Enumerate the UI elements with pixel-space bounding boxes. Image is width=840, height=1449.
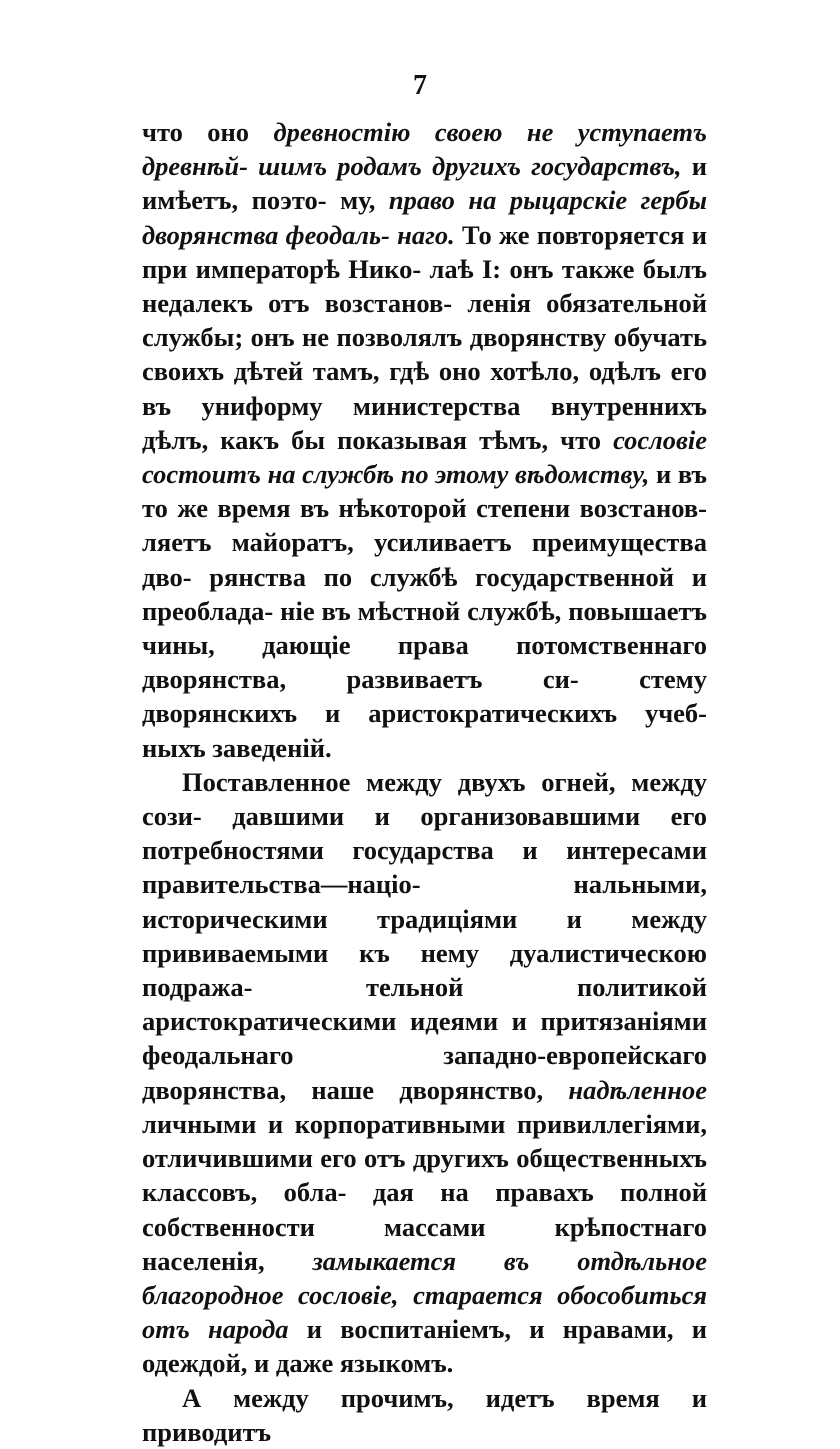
paragraph <box>142 115 707 765</box>
paragraph <box>142 765 707 1381</box>
body-text <box>142 115 707 1449</box>
italic-text: право на рыцарскіе гербы дворянства феодаль- наго. <box>142 185 707 250</box>
text-segment: личными и корпоративными привиллегіями, отличившими его отъ другихъ общественныхъ классовъ, обла- дая на правахъ полной собственности массами крѣпостнаго населенія, <box>142 1108 707 1276</box>
italic-text: замыкается въ отдѣльное благородное сословіе, <box>142 1245 707 1310</box>
text-segment: То же повторяется и при императорѣ Нико- лаѣ I: онъ также былъ недалекъ отъ возстанов- ленія обязательной службы; онъ не позволялъ дворянству обучать своихъ дѣтей тамъ, гдѣ оно хотѣло, одѣлъ его въ униформу министерства внутреннихъ дѣлъ, какъ бы показывая тѣмъ, что <box>142 219 707 455</box>
paragraph <box>142 1381 707 1449</box>
italic-text: старается обособиться отъ народа <box>142 1279 707 1345</box>
text-segment: Поставленное между двухъ огней, между сози- давшими и организовавшими его потребностями государства и интересами правительства—націо- нальными, историческими традиціями и между прививаемыми къ нему дуалистическою подража- тельной политикой аристократическими идеями и притязаніями феодальнаго западно-европейскаго дворянства, наше дворянство, <box>142 766 707 1105</box>
italic-text: сословіе состоитъ на службѣ по этому вѣдомству, <box>142 424 707 490</box>
text-segment: что оно <box>142 117 274 147</box>
italic-text: надѣленное <box>568 1074 707 1105</box>
text-segment: А между прочимъ, идетъ время и приводитъ <box>142 1382 707 1447</box>
page-number: 7 <box>413 70 427 101</box>
italic-text: древностію своею не уступаетъ древнѣй- шимъ родамъ другихъ государствъ, <box>142 117 708 182</box>
text-segment <box>399 1280 414 1310</box>
text-segment: и имѣетъ, поэто- му, <box>142 151 707 216</box>
text-segment: и воспитаніемъ, и нравами, и одеждой, и даже языкомъ. <box>142 1314 707 1379</box>
text-segment: и въ то же время въ нѣкоторой степени возстанов- ляетъ майоратъ, усиливаетъ преимущества дво- рянства по службѣ государственной и преоблада- ніе въ мѣстной службѣ, повышаетъ чины, дающіе права потомственнаго дворянства, развиваетъ си- стему дворянскихъ и аристократическихъ учеб- ныхъ заведеній. <box>142 459 707 763</box>
